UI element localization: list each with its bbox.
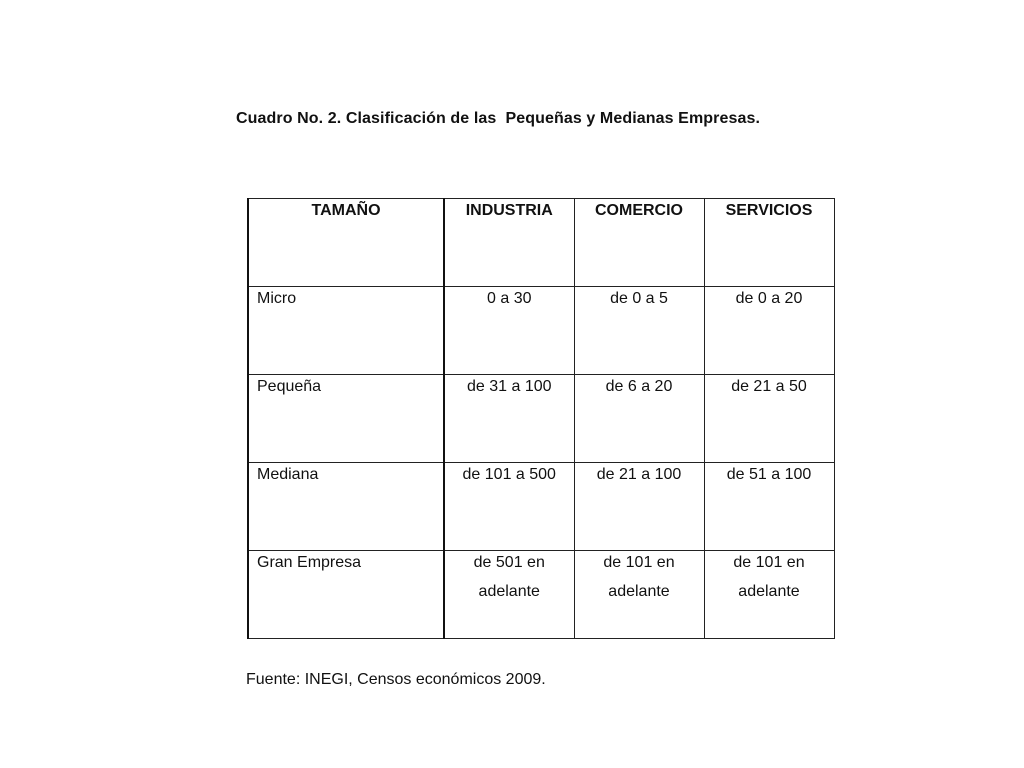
- table-body: [248, 287, 834, 639]
- table-row: [248, 463, 834, 551]
- table-row: [248, 375, 834, 463]
- industria-cell: de 101 a 500: [444, 463, 574, 551]
- size-cell: Pequeña: [248, 375, 444, 463]
- header-industria: INDUSTRIA: [444, 199, 574, 287]
- industria-cell: de 31 a 100: [444, 375, 574, 463]
- size-cell: Gran Empresa: [248, 551, 444, 639]
- source-note: Fuente: INEGI, Censos económicos 2009.: [246, 671, 546, 688]
- enterprise-classification-table: [247, 198, 835, 639]
- servicios-cell: de 101 en adelante: [704, 551, 834, 639]
- table-caption: Cuadro No. 2. Clasificación de las Pequeñas y Medianas Empresas.: [236, 110, 761, 127]
- comercio-cell: de 6 a 20: [574, 375, 704, 463]
- table-header: [248, 199, 834, 287]
- industria-cell: 0 a 30: [444, 287, 574, 375]
- servicios-cell: de 51 a 100: [704, 463, 834, 551]
- comercio-cell: de 21 a 100: [574, 463, 704, 551]
- size-cell: Mediana: [248, 463, 444, 551]
- industria-cell: de 501 en adelante: [444, 551, 574, 639]
- size-cell: Micro: [248, 287, 444, 375]
- table-row: [248, 287, 834, 375]
- header-row: [248, 199, 834, 287]
- header-comercio: COMERCIO: [574, 199, 704, 287]
- servicios-cell: de 0 a 20: [704, 287, 834, 375]
- comercio-cell: de 0 a 5: [574, 287, 704, 375]
- header-tamano: TAMAÑO: [248, 199, 444, 287]
- header-servicios: SERVICIOS: [704, 199, 834, 287]
- comercio-cell: de 101 en adelante: [574, 551, 704, 639]
- servicios-cell: de 21 a 50: [704, 375, 834, 463]
- table-row: [248, 551, 834, 639]
